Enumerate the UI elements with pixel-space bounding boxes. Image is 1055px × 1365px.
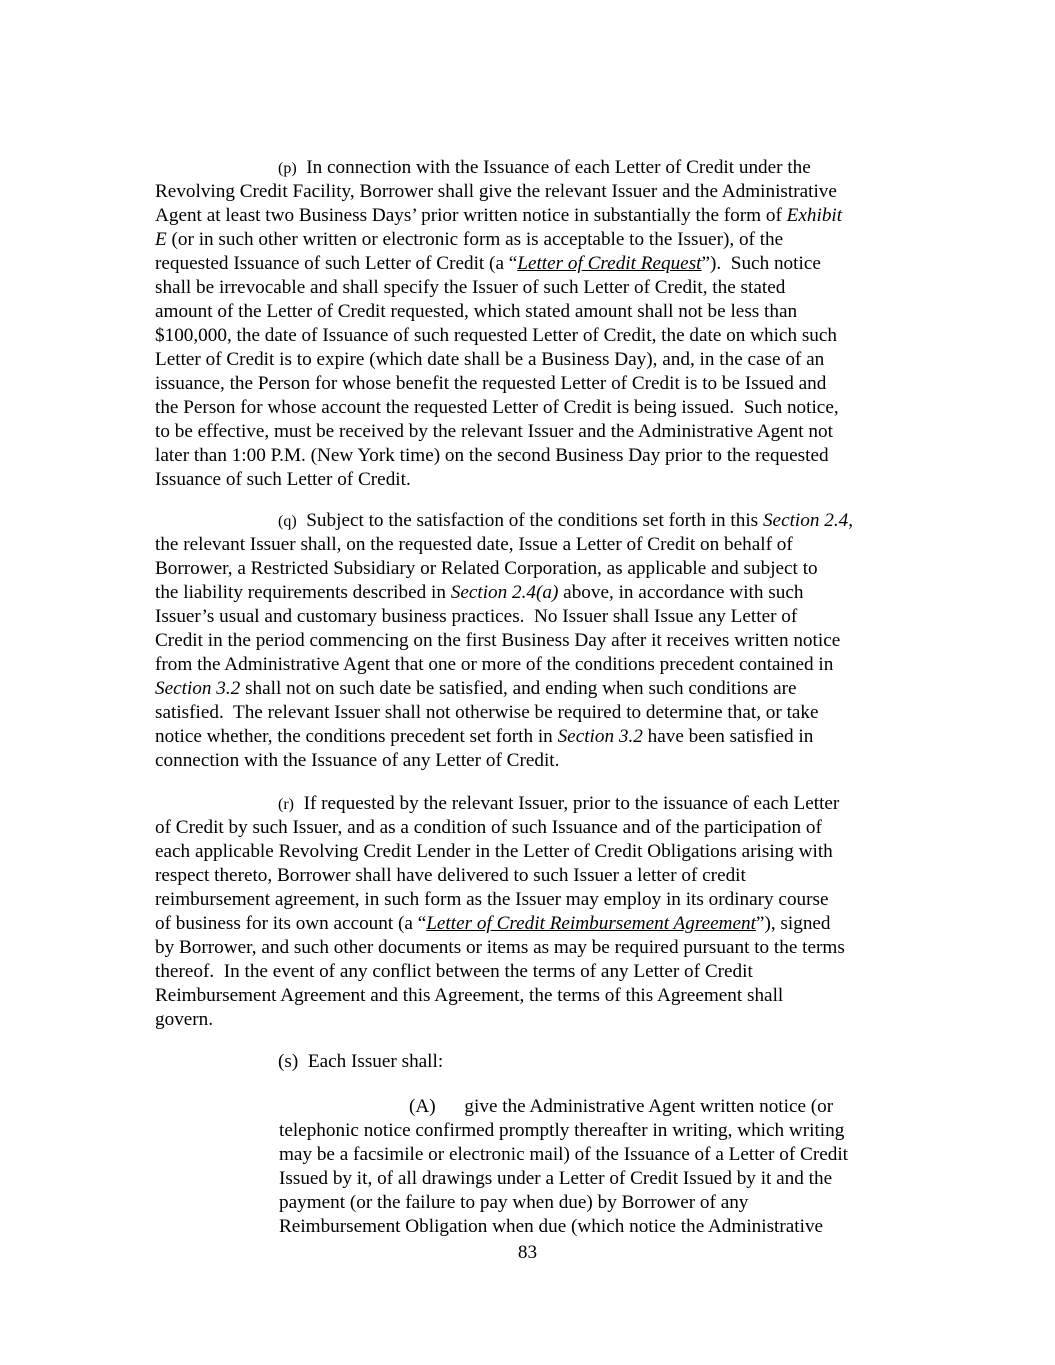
section-reference: Section 3.2: [155, 678, 241, 699]
paragraph-s: (s) Each Issuer shall:: [278, 1051, 444, 1072]
paragraph-q: (q) Subject to the satisfaction of the conditions set forth in this Section 2.4, the relevant Issuer shall, on the requested date, Issue a Letter of Credit on behalf of Borrower, a Restricted Subsidiary or Related Corporation, as applicable and subject to the liability requirements described in Section 2.4(a) above, in accordance with such Issuer’s usual and customary business practices. No Issuer shall Issue any Letter of Credit in the period commencing on the first Business Day after it receives written notice from the Administrative Agent that one or more of the conditions precedent contained in Section 3.2 shall not on such date be satisfied, and ending when such conditions are satisfied. The relevant Issuer shall not otherwise be required to determine that, or take notice whether, the conditions precedent set forth in Section 3.2 have been satisfied in connection with the Issuance of any Letter of Credit.: [155, 510, 854, 771]
paragraph-marker: (q): [278, 513, 297, 530]
subparagraph-a: (A) give the Administrative Agent written notice (or telephonic notice confirmed promptly thereafter in writing, which writing may be a facsimile or electronic mail) of the Issuance of a Letter of Credit Issued by it, of all drawings under a Letter of Credit Issued by it and the payment (or the failure to pay when due) by Borrower of any Reimbursement Obligation when due (which notice the Administrative: [279, 1096, 848, 1237]
defined-term: Letter of Credit Request: [517, 253, 702, 274]
paragraph-r: (r) If requested by the relevant Issuer, prior to the issuance of each Letter of Credit by such Issuer, and as a condition of such Issuance and of the participation of each applicable Revolving Credit Lender in the Letter of Credit Obligations arising with respect thereto, Borrower shall have delivered to such Issuer a letter of credit reimbursement agreement, in such form as the Issuer may employ in its ordinary course of business for its own account (a “Letter of Credit Reimbursement Agreement”), signed by Borrower, and such other documents or items as may be required pursuant to the terms thereof. In the event of any conflict between the terms of any Letter of Credit Reimbursement Agreement and this Agreement, the terms of this Agreement shall govern.: [155, 793, 845, 1030]
exhibit-reference: E: [155, 229, 167, 250]
exhibit-reference: Exhibit: [786, 205, 843, 226]
page-number: 83: [517, 1242, 538, 1263]
section-reference: Section 2.4: [762, 510, 849, 531]
paragraph-p: (p) In connection with the Issuance of each Letter of Credit under the Revolving Credit Facility, Borrower shall give the relevant Issuer and the Administrative Agent at least two Business Days’ prior written notice in substantially the form of Exhibit E (or in such other written or electronic form as is acceptable to the Issuer), of the requested Issuance of such Letter of Credit (a “Letter of Credit Request”). Such notice shall be irrevocable and shall specify the Issuer of such Letter of Credit, the stated amount of the Letter of Credit requested, which stated amount shall not be less than $100,000, the date of Issuance of such requested Letter of Credit, the date on which such Letter of Credit is to expire (which date shall be a Business Day), and, in the case of an issuance, the Person for whose benefit the requested Letter of Credit is to be Issued and the Person for whose account the requested Letter of Credit is being issued. Such notice, to be effective, must be received by the relevant Issuer and the Administrative Agent not later than 1:00 P.M. (New York time) on the second Business Day prior to the requested Issuance of such Letter of Credit.: [155, 157, 843, 490]
section-reference: Section 3.2: [557, 726, 643, 747]
defined-term: Letter of Credit Reimbursement Agreement: [426, 913, 756, 934]
paragraph-marker: (r): [278, 796, 294, 813]
subparagraph-marker: (A): [409, 1096, 436, 1117]
paragraph-marker: (p): [278, 160, 297, 177]
section-reference: Section 2.4(a): [450, 582, 559, 603]
paragraph-marker: (s): [278, 1051, 299, 1072]
